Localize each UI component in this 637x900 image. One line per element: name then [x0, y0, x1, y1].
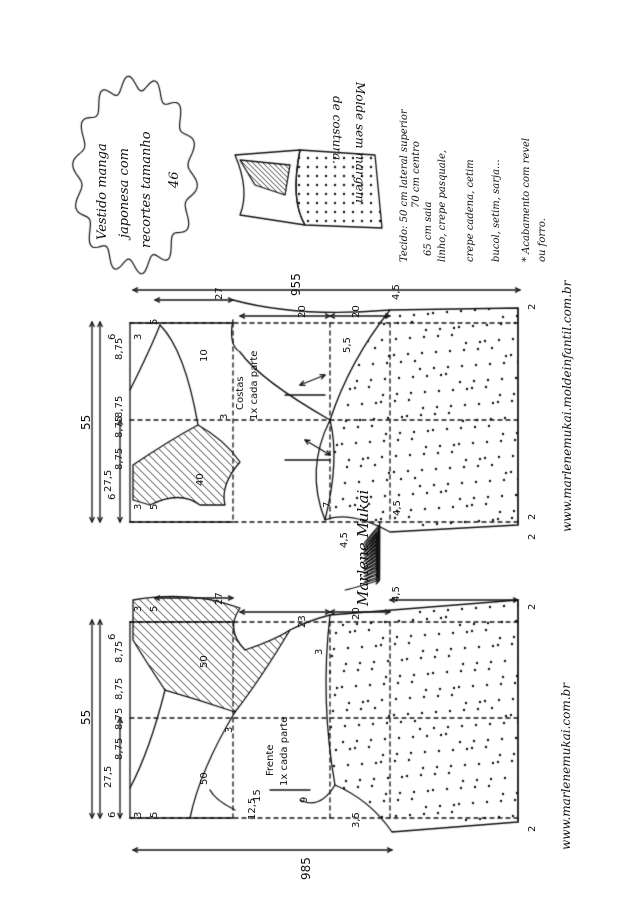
- front-measure-16: 2: [527, 603, 538, 610]
- fabric-line-4: linho, crepe pasquale,: [437, 149, 448, 262]
- front-measure-9: 6: [107, 811, 118, 818]
- fabric-line-1: Tecido: 50 cm lateral superior: [399, 109, 410, 262]
- front-measure-14: 50: [199, 655, 210, 668]
- front-measure-21: 15: [252, 789, 263, 802]
- back-piece-name: Costas: [235, 376, 246, 410]
- back-measure-6: 8,75: [114, 415, 125, 438]
- back-measure-10: 3: [133, 333, 144, 340]
- website-left: www.marlenemukai.com.br: [559, 683, 573, 850]
- front-measure-15: 50: [199, 772, 210, 785]
- front-measure-1: 23: [297, 615, 308, 628]
- back-measure-16: 2: [527, 303, 538, 310]
- front-measure-5: 8,75: [114, 677, 125, 700]
- front-measure-23: 3: [224, 726, 235, 733]
- back-measure-13: 5: [149, 503, 160, 510]
- back-piece-cut: 1x cada parte: [249, 350, 260, 420]
- back-measure-15: 40: [195, 473, 206, 486]
- fabric-line-3: 65 cm saia: [423, 201, 434, 256]
- back-measure-21: 5,5: [342, 337, 353, 353]
- front-measure-3: 4,5: [391, 586, 402, 602]
- back-measure-7: 8,75: [114, 447, 125, 470]
- front-measure-6: 8,75: [114, 707, 125, 730]
- front-measure-12: 5: [149, 605, 160, 612]
- back-width: 55: [79, 414, 93, 430]
- back-measure-1: 20: [297, 305, 308, 318]
- front-measure-17: 2: [527, 825, 538, 832]
- fabric-line-5: crepe cadena, cetim: [465, 159, 476, 262]
- fabric-line-2: 70 cm centro: [411, 141, 422, 208]
- back-measure-11: 3: [133, 503, 144, 510]
- front-measure-19: 12,5: [247, 797, 258, 820]
- signature: Marlene Mukai: [354, 489, 372, 606]
- title-line-2: japonesa com: [117, 148, 132, 238]
- seam-note-line-2: de costura.: [330, 96, 344, 164]
- front-measure-8: 6: [107, 633, 118, 640]
- front-measure-7: 8,75: [114, 737, 125, 760]
- front-measure-0: 27: [214, 592, 225, 605]
- back-measure-14: 10: [199, 349, 210, 362]
- front-piece-cut: 1x cada parte: [279, 716, 290, 786]
- front-half-width: 27,5: [103, 765, 114, 788]
- front-width: 55: [79, 709, 93, 725]
- back-measure-19: 4,5: [392, 500, 403, 516]
- back-measure-8: 6: [107, 333, 118, 340]
- front-measure-20: 9: [299, 796, 310, 803]
- front-measure-13: 5: [149, 811, 160, 818]
- back-measure-20: 4,5: [339, 532, 350, 548]
- back-measure-12: 5: [149, 318, 160, 325]
- back-measure-3: 4,5: [391, 284, 402, 300]
- title-line-3: recortes tamanho: [139, 131, 154, 248]
- website-right: www.marlenemukai.moldeinfantil.com.br: [560, 280, 574, 532]
- back-measure-0: 27: [214, 287, 225, 300]
- front-length: 985: [299, 857, 313, 880]
- front-measure-2: 20: [351, 607, 362, 620]
- back-measure-17: 2: [527, 513, 538, 520]
- back-measure-5: 8,75: [114, 395, 125, 418]
- back-half-width: 27,5: [103, 469, 114, 492]
- front-measure-11: 3: [133, 811, 144, 818]
- fabric-line-8: ou forro.: [537, 218, 548, 262]
- back-measure-2: 20: [351, 305, 362, 318]
- front-measure-22: 3: [314, 648, 325, 655]
- back-measure-4: 8,75: [114, 337, 125, 360]
- back-measure-22: 7: [322, 501, 333, 508]
- back-measure-18: 2: [527, 533, 538, 540]
- front-measure-4: 8,75: [114, 640, 125, 663]
- fabric-line-6: bucol, setim, sarja...: [491, 159, 502, 262]
- back-length: 955: [289, 273, 303, 296]
- front-measure-18: 3,5: [351, 812, 362, 828]
- seam-note-line-1: Molde sem margem: [353, 82, 367, 203]
- front-measure-10: 3: [133, 605, 144, 612]
- title-line-1: Vestido manga: [95, 143, 110, 240]
- back-measure-9: 6: [107, 493, 118, 500]
- front-piece-name: Frente: [265, 744, 276, 776]
- fabric-line-7: * Acabamento com revel: [521, 137, 532, 262]
- back-measure-23: 3: [219, 413, 230, 420]
- title-line-4: 46: [167, 171, 182, 188]
